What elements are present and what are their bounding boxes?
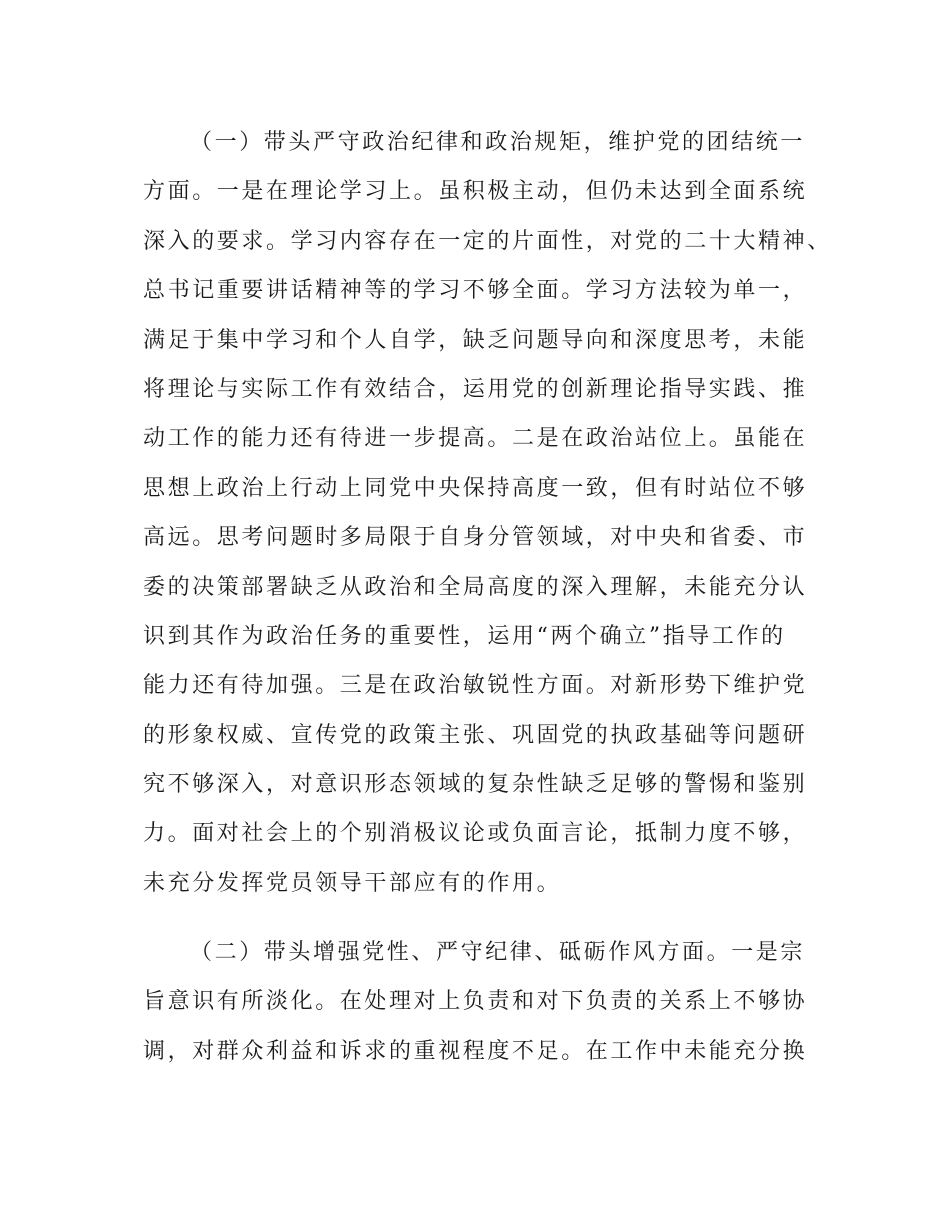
text-line: 将理论与实际工作有效结合，运用党的创新理论指导实践、推 (143, 376, 808, 402)
text-line: 力。面对社会上的个别消极议论或负面言论，抵制力度不够， (143, 821, 808, 847)
text-line: 未充分发挥党员领导干部应有的作用。 (143, 870, 562, 896)
text-line: 能力还有待加强。三是在政治敏锐性方面。对新形势下维护党 (143, 673, 808, 699)
text-line: 旨意识有所淡化。在处理对上负责和对下负责的关系上不够协 (143, 989, 808, 1015)
text-line: 满足于集中学习和个人自学，缺乏问题导向和深度思考，未能 (143, 327, 808, 353)
text-line: 方面。一是在理论学习上。虽积极主动，但仍未达到全面系统 (143, 179, 808, 205)
text-line: 调，对群众利益和诉求的重视程度不足。在工作中未能充分换 (143, 1038, 808, 1064)
text-line: （二）带头增强党性、严守纪律、砥砺作风方面。一是宗 (190, 940, 806, 965)
text-line: 的形象权威、宣传党的政策主张、巩固党的执政基础等问题研 (143, 722, 808, 748)
text-line: 委的决策部署缺乏从政治和全局高度的深入理解，未能充分认 (143, 574, 808, 600)
paragraph-political-discipline (143, 118, 833, 908)
text-line: 深入的要求。学习内容存在一定的片面性，对党的二十大精神、 (143, 228, 832, 254)
text-line: 总书记重要讲话精神等的学习不够全面。学习方法较为单一， (143, 278, 808, 304)
text-line: 识到其作为政治任务的重要性，运用“两个确立”指导工作的 (143, 623, 786, 649)
text-line: 动工作的能力还有待进一步提高。二是在政治站位上。虽能在 (143, 426, 808, 452)
text-line: （一）带头严守政治纪律和政治规矩，维护党的团结统一 (190, 130, 806, 155)
paragraph-party-spirit (143, 928, 833, 1076)
text-line: 究不够深入，对意识形态领域的复杂性缺乏足够的警惕和鉴别 (143, 772, 808, 798)
text-line: 高远。思考问题时多局限于自身分管领域，对中央和省委、市 (143, 525, 808, 551)
text-line: 思想上政治上行动上同党中央保持高度一致，但有时站位不够 (143, 475, 808, 501)
